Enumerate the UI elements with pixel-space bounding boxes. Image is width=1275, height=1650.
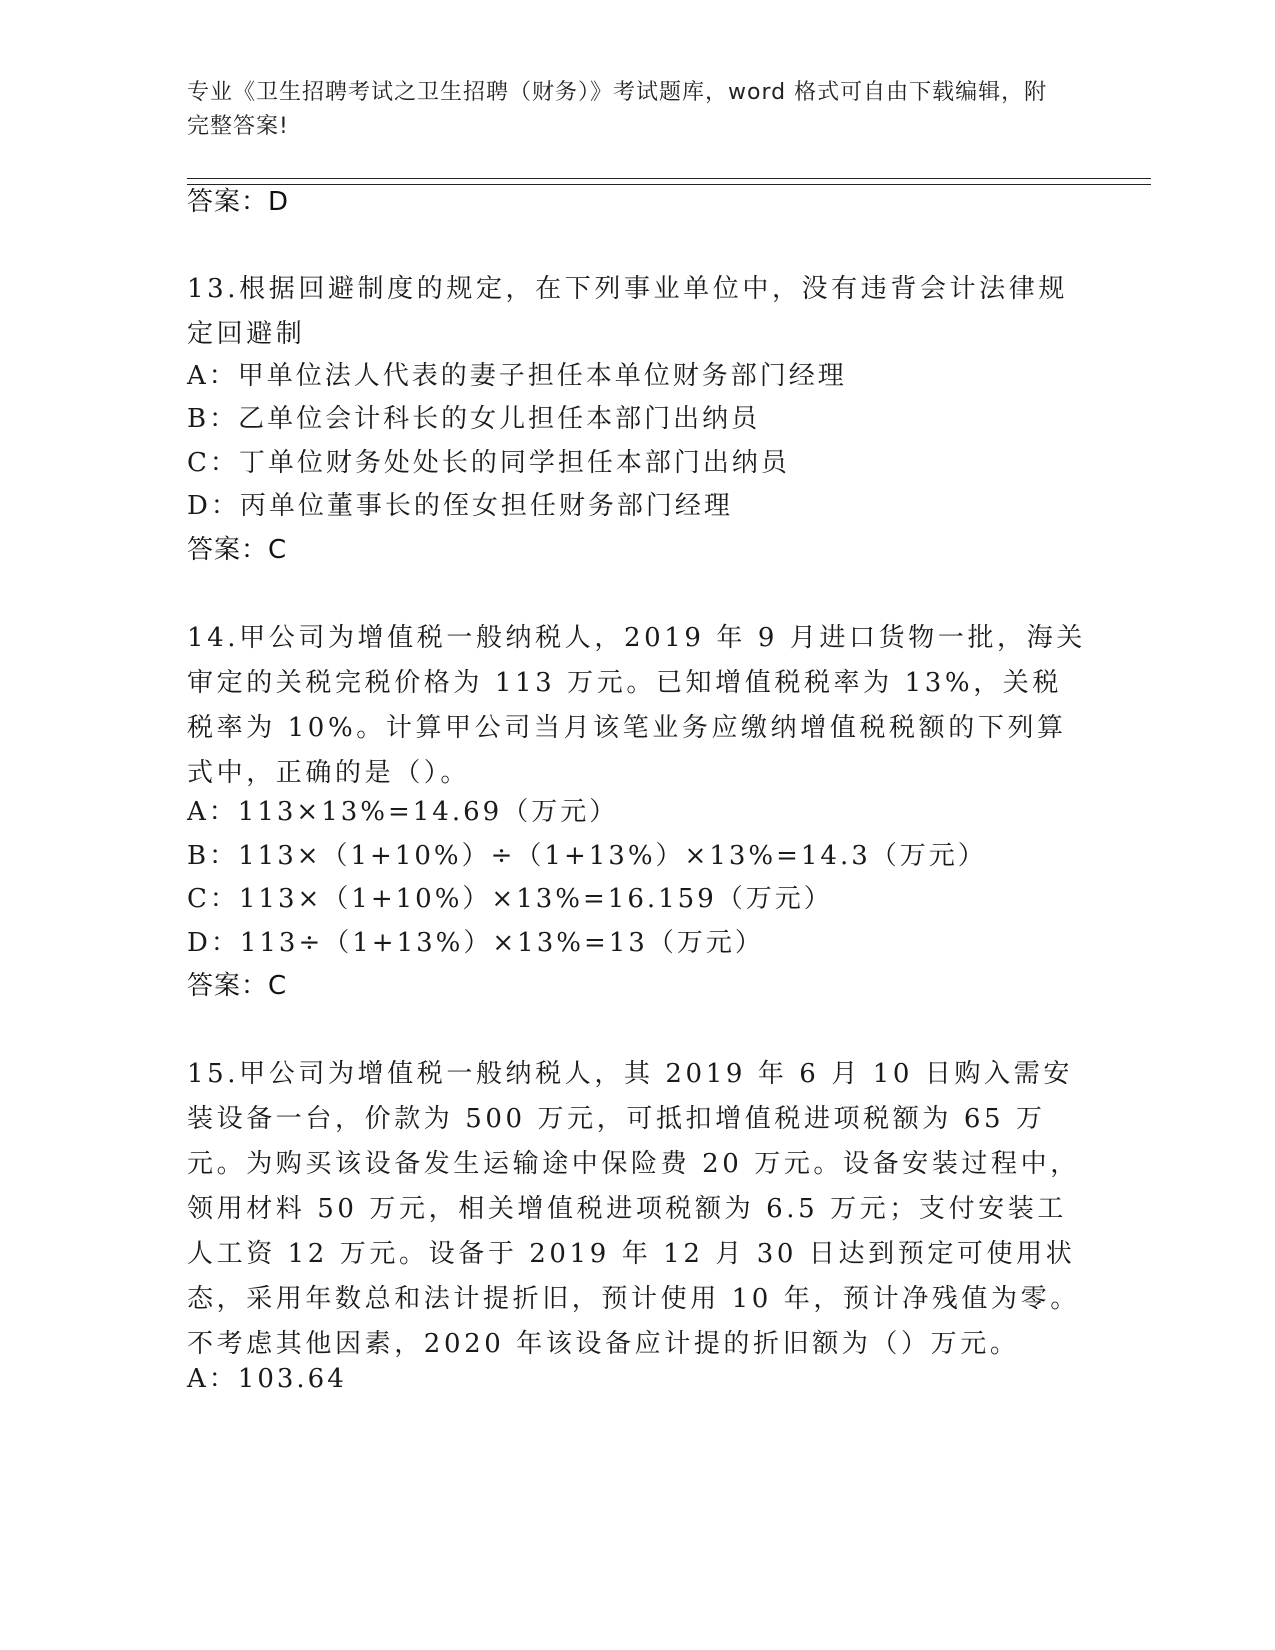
question-14-option-d: D：113÷（1+13%）×13%=13（万元） — [187, 928, 764, 958]
question-13-option-a: A：甲单位法人代表的妻子担任本单位财务部门经理 — [187, 361, 847, 391]
question-14-option-b: B：113×（1+10%）÷（1+13%）×13%=14.3（万元） — [187, 841, 987, 871]
question-13-text: 13.根据回避制度的规定，在下列事业单位中，没有违背会计法律规定回避制 — [187, 274, 1068, 349]
question-14-text: 14.甲公司为增值税一般纳税人，2019 年 9 月进口货物一批，海关审定的关税完税价格为 113 万元。已知增值税税率为 13%，关税税率为 10%。计算甲公司当月该笔业务应缴纳增值税税额的下列算式中，正确的是（）。 — [187, 623, 1086, 788]
question-14-option-a: A：113×13%=14.69（万元） — [187, 797, 619, 827]
question-13-option-b: B：乙单位会计科长的女儿担任本部门出纳员 — [187, 404, 761, 434]
question-13-answer: 答案：C — [187, 535, 288, 565]
header-divider — [187, 178, 1151, 185]
question-13-option-d: D：丙单位董事长的侄女担任财务部门经理 — [187, 491, 733, 521]
question-13-option-c: C：丁单位财务处处长的同学担任本部门出纳员 — [187, 448, 790, 478]
header-note: 专业《卫生招聘考试之卫生招聘（财务）》考试题库，word 格式可自由下载编辑，附完整答案! — [187, 80, 1048, 139]
question-15-option-a: A：103.64 — [187, 1364, 347, 1394]
question-14-answer: 答案：C — [187, 971, 288, 1001]
question-14-option-c: C：113×（1+10%）×13%=16.159（万元） — [187, 884, 833, 914]
answer-label: 答案：D — [187, 187, 290, 217]
question-15-text: 15.甲公司为增值税一般纳税人，其 2019 年 6 月 10 日购入需安装设备一台，价款为 500 万元，可抵扣增值税进项税额为 65 万元。为购买该设备发生运输途中保险费 20 万元。设备安装过程中，领用材料 50 万元，相关增值税进项税额为 6.5 万元；支付安装工人工资 12 万元。设备于 2019 年 12 月 30 日达到预定可使用状态，采用年数总和法计提折旧，预计使用 10 年，预计净残值为零。不考虑其他因素，2020 年该设备应计提的折旧额为（）万元。 — [187, 1059, 1080, 1359]
